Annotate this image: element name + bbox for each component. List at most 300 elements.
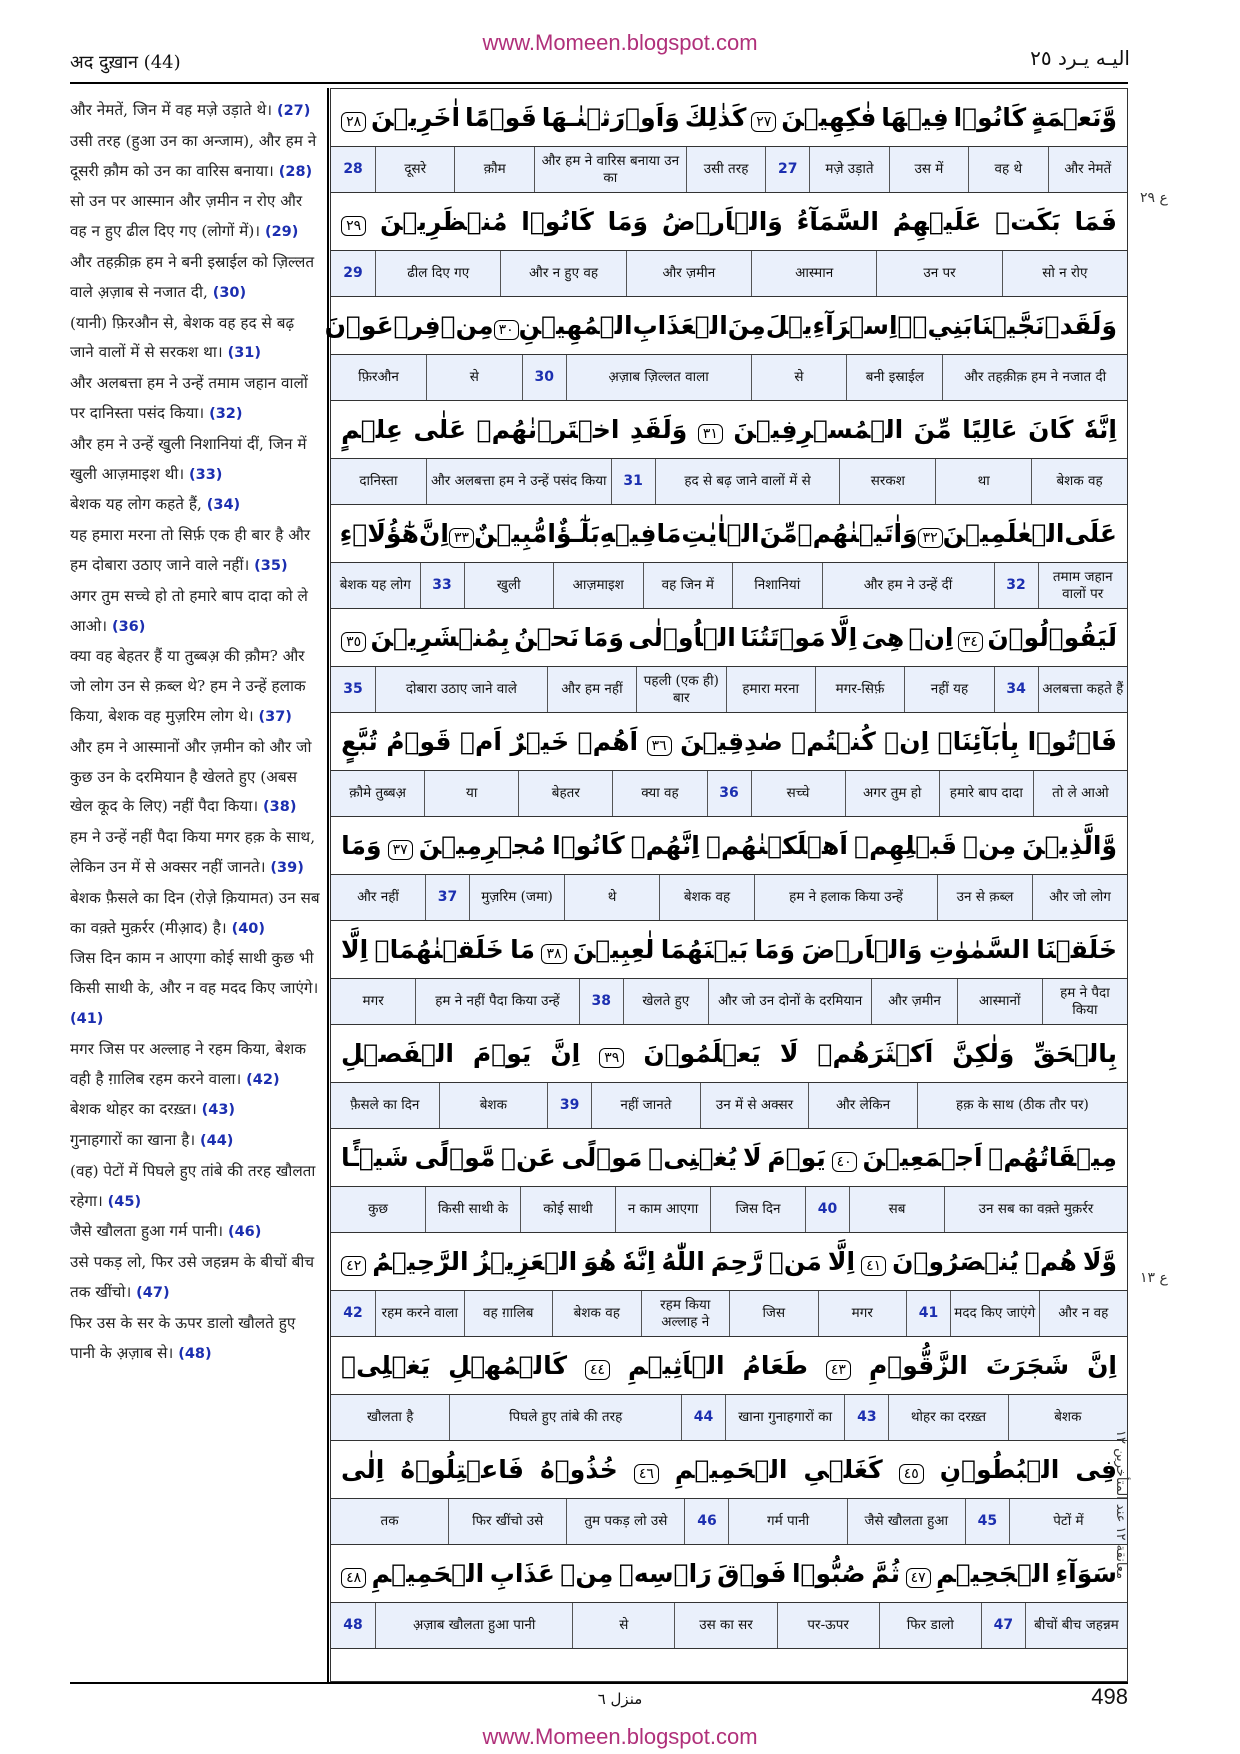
arabic-word: بِالۡحَقِّ bbox=[1033, 1039, 1117, 1068]
word-meaning-row bbox=[331, 1499, 1127, 1545]
arabic-word: عَلَيۡهِمُ bbox=[892, 207, 982, 236]
word-meaning-cell: और हम ने उन्हें दीं bbox=[822, 563, 994, 608]
word-meaning-cell: और लेकिन bbox=[808, 1083, 917, 1128]
verse-number: (44) bbox=[200, 1133, 234, 1150]
translation-verse bbox=[70, 642, 320, 732]
arabic-word: يَوۡمَ bbox=[472, 1039, 532, 1068]
ayah-marker bbox=[585, 1351, 610, 1380]
word-meaning-cell: उन में से अक्सर bbox=[700, 1083, 809, 1128]
arabic-word: اٰخَرِيۡنَ bbox=[371, 103, 461, 132]
translation-text: बेशक फ़ैसले का दिन (रोज़े क़ियामत) उन सब का वक़्ते मुक़र्रर (मीआ़द) है। bbox=[70, 888, 320, 937]
word-meaning-cell: और न हुए वह bbox=[500, 251, 625, 296]
word-meaning-cell: पर-ऊपर bbox=[777, 1603, 879, 1648]
verse-number-cell: 30 bbox=[522, 355, 566, 400]
arabic-word: مِنَ bbox=[727, 311, 766, 340]
word-meaning-cell: पिघले हुए तांबे की तरह bbox=[449, 1395, 681, 1440]
arabic-word: وَمَا bbox=[607, 207, 649, 236]
arabic-line bbox=[331, 1233, 1127, 1291]
verse-number-cell: 36 bbox=[707, 771, 751, 816]
ayah-marker bbox=[341, 623, 366, 652]
ayah-marker bbox=[634, 1455, 659, 1484]
ayah-marker bbox=[647, 727, 672, 756]
ayah-marker bbox=[341, 207, 366, 236]
word-meaning-cell: और हम ने वारिस बनाया उन का bbox=[534, 147, 686, 192]
ayah-marker bbox=[918, 519, 943, 548]
verse-number-cell: 39 bbox=[547, 1083, 591, 1128]
arabic-word: كَغَلۡىِ bbox=[803, 1455, 883, 1484]
arabic-word: عَنۡ bbox=[501, 1143, 556, 1172]
arabic-word: اِنَّهٗ bbox=[1083, 415, 1117, 444]
arabic-line bbox=[331, 1129, 1127, 1187]
arabic-word: بِاٰبَآئِنَاۤ bbox=[937, 727, 1020, 756]
word-meaning-cell: और हम नहीं bbox=[547, 667, 636, 712]
arabic-word: عَالِيًا bbox=[962, 415, 1018, 444]
word-meaning-row bbox=[331, 667, 1127, 713]
word-meaning-cell: और ज़मीन bbox=[626, 251, 751, 296]
arabic-line bbox=[331, 505, 1127, 563]
arabic-line bbox=[331, 713, 1127, 771]
translation-verse bbox=[70, 96, 320, 127]
word-meaning-cell: तुम पकड़ लो उसे bbox=[566, 1499, 684, 1544]
arabic-word: وَالۡاَرۡضَ bbox=[801, 935, 923, 964]
translation-verse bbox=[70, 127, 320, 188]
verse-number-cell: 33 bbox=[420, 563, 464, 608]
word-meaning-cell: सच्चे bbox=[751, 771, 845, 816]
word-meaning-cell: से bbox=[426, 355, 522, 400]
word-meaning-cell: कुछ bbox=[368, 1201, 388, 1217]
translation-text: गुनाहगारों का खाना है। bbox=[70, 1131, 196, 1150]
verse-number: (45) bbox=[107, 1193, 142, 1210]
translation-text: और हम ने उन्हें खुली निशानियां दीं, जिन में खुली आज़माइश थी। bbox=[70, 434, 307, 483]
ayah-number: ٤٦ bbox=[634, 1464, 659, 1484]
arabic-word: مِنۡ bbox=[560, 1559, 614, 1588]
word-meaning-cell: और ज़मीन bbox=[871, 979, 956, 1024]
arabic-word: اِنَّ bbox=[550, 1039, 581, 1068]
translation-text: और तहक़ीक़ हम ने बनी इस्राईल को ज़िल्लत वाले अ़ज़ाब से नजात दी, bbox=[70, 252, 315, 301]
arabic-word: كُنۡتُمۡ bbox=[791, 727, 876, 756]
arabic-word: مِنۡ bbox=[963, 831, 1017, 860]
word-meaning-cell: उस में bbox=[889, 147, 968, 192]
ayah-marker bbox=[494, 311, 519, 340]
arabic-word: وَّلَا bbox=[1082, 1247, 1117, 1276]
ayah-marker bbox=[341, 103, 366, 132]
arabic-word: يَغۡلِىۡ bbox=[341, 1351, 431, 1380]
word-meaning-cell: बनी इस्राईल bbox=[846, 355, 942, 400]
verse-number: (32) bbox=[209, 405, 243, 422]
arabic-word: مَوۡتَتُنَا bbox=[740, 623, 826, 652]
arabic-word: اِلٰى bbox=[341, 1455, 385, 1484]
word-meaning-cell: क़ौम bbox=[454, 147, 533, 192]
ayah-number: ٣١ bbox=[698, 424, 723, 444]
ayah-marker bbox=[751, 103, 776, 132]
arabic-word: اَجۡمَعِيۡنَ bbox=[862, 1143, 983, 1172]
arabic-line bbox=[331, 193, 1127, 251]
word-meaning-cell: बेशक bbox=[439, 1083, 548, 1128]
arabic-word: فِيۡهِ bbox=[599, 519, 657, 548]
translation-text: अगर तुम सच्चे हो तो हमारे बाप दादा को ले आओ। bbox=[70, 586, 308, 635]
verse-number: (30) bbox=[212, 284, 247, 301]
arabic-word: اخۡتَرۡنٰهُمۡ bbox=[476, 415, 620, 444]
arabic-word: وَمَا bbox=[583, 623, 624, 652]
verse-number-cell: 41 bbox=[906, 1291, 950, 1336]
arabic-word: الۡحَمِيۡمِ bbox=[371, 1559, 485, 1588]
site-url-bottom[interactable]: www.Momeen.blogspot.com bbox=[482, 1724, 758, 1749]
arabic-word: مَّوۡلًى bbox=[414, 1143, 496, 1172]
ruku-mark-1: ع ٢٩ bbox=[1140, 190, 1168, 206]
word-meaning-cell: बेशक वह bbox=[1031, 459, 1127, 504]
verse-number: (37) bbox=[258, 708, 292, 725]
arabic-word: فِيۡهَا bbox=[881, 103, 949, 132]
translation-text: जिस दिन काम न आएगा कोई साथी कुछ भी किसी साथी के, और न वह मदद किए जाएंगे। bbox=[70, 949, 319, 998]
arabic-word: نَحۡنُ bbox=[514, 623, 580, 652]
ayah-marker bbox=[861, 1247, 886, 1276]
verse-number-cell: 28 bbox=[343, 161, 363, 177]
arabic-word: شَجَرَتَ bbox=[985, 1351, 1070, 1380]
translation-verse bbox=[70, 1126, 320, 1157]
arabic-word: الۡعَذَابِ bbox=[632, 311, 728, 340]
word-meaning-row bbox=[331, 147, 1127, 193]
arabic-word: اِلَّا bbox=[341, 935, 369, 964]
arabic-word: مُّبِيۡنٌ bbox=[474, 519, 548, 548]
arabic-word: بَكَتۡ bbox=[995, 207, 1061, 236]
translation-verse bbox=[70, 944, 320, 1034]
word-meaning-cell: अगर तुम हो bbox=[845, 771, 939, 816]
word-meaning-cell: बेशक यह लोग bbox=[339, 577, 411, 593]
arabic-line bbox=[331, 1025, 1127, 1083]
word-meaning-cell: तमाम जहान वालों पर bbox=[1038, 563, 1128, 608]
arabic-word: فِرۡعَوۡنَ bbox=[324, 311, 441, 340]
arabic-word: نَجَّيۡنَا bbox=[972, 311, 1045, 340]
arabic-line bbox=[331, 609, 1127, 667]
translation-text: और अलबत्ता हम ने उन्हें तमाम जहान वालों पर दानिस्ता पसंद किया। bbox=[70, 374, 308, 422]
arabic-word: الۡجَحِيۡمِ bbox=[936, 1559, 1050, 1588]
verse-number: (46) bbox=[227, 1224, 262, 1241]
arabic-word: الۡعٰلَمِيۡنَ bbox=[942, 519, 1065, 548]
word-meaning-row bbox=[331, 251, 1127, 297]
ayah-number: ٤٥ bbox=[899, 1464, 924, 1484]
translation-column bbox=[70, 96, 320, 1369]
arabic-word: هِىَ bbox=[861, 623, 905, 652]
word-meaning-cell: गर्म पानी bbox=[728, 1499, 846, 1544]
arabic-word: اِنَّهٗ bbox=[622, 1247, 656, 1276]
arabic-word: الزَّقُّوۡمِ bbox=[868, 1351, 968, 1380]
arabic-word: مَا bbox=[510, 935, 536, 964]
word-meaning-cell: वह थे bbox=[968, 147, 1047, 192]
translation-text: सो उन पर आस्मान और ज़मीन न रोए और वह न हुए ढील दिए गए (लोगों में)। bbox=[70, 192, 303, 241]
translation-text: उसी तरह (हुआ उन का अन्जाम), और हम ने दूसरी क़ौम को उन का वारिस बनाया। bbox=[70, 131, 317, 180]
translation-verse bbox=[70, 1035, 320, 1096]
arabic-word: عِلۡمٍ bbox=[341, 415, 404, 444]
word-meaning-row bbox=[331, 1083, 1127, 1129]
arabic-word: الۡاٰيٰتِ bbox=[681, 519, 760, 548]
word-meaning-cell: और जो लोग bbox=[1032, 875, 1127, 920]
translation-text: बेशक यह लोग कहते हैं, bbox=[70, 495, 202, 514]
word-meaning-cell: थोहर का दरख़्त bbox=[888, 1395, 1007, 1440]
verse-number-cell: 47 bbox=[981, 1603, 1025, 1648]
arabic-word: شَيۡـًٔا bbox=[341, 1143, 409, 1172]
word-meaning-cell: बेशक bbox=[1008, 1395, 1127, 1440]
arabic-word: ثُمَّ bbox=[871, 1559, 901, 1588]
word-meaning-cell: वह ग़ालिब bbox=[464, 1291, 553, 1336]
word-meaning-cell: या bbox=[424, 771, 518, 816]
word-meaning-cell: मुज़रिम (जमा) bbox=[469, 875, 564, 920]
arabic-word: خُذُوۡهُ bbox=[540, 1455, 618, 1484]
verse-number-cell: 40 bbox=[805, 1187, 849, 1232]
word-meaning-cell: से bbox=[751, 355, 847, 400]
word-meaning-cell: थे bbox=[564, 875, 659, 920]
arabic-word: بَنِيۡۤ bbox=[897, 311, 973, 340]
translation-verse bbox=[70, 733, 320, 823]
translation-text: यह हमारा मरना तो सिर्फ़ एक ही बार है और हम दोबारा उठाए जाने वाले नहीं। bbox=[70, 526, 311, 574]
translation-verse bbox=[70, 582, 320, 643]
word-meaning-cell: आस्मानों bbox=[957, 979, 1042, 1024]
verse-number-cell: 38 bbox=[579, 979, 623, 1024]
translation-verse bbox=[70, 823, 320, 884]
word-meaning-cell: सरकश bbox=[839, 459, 935, 504]
translation-verse bbox=[70, 1248, 320, 1309]
translation-verse bbox=[70, 430, 320, 491]
arabic-word: مِّنَ bbox=[913, 415, 952, 444]
word-meaning-cell: और नहीं bbox=[357, 889, 399, 905]
ayah-number: ٣٨ bbox=[541, 944, 566, 964]
arabic-word: اَكۡثَرَهُمۡ bbox=[817, 1039, 934, 1068]
arabic-word: بَيۡنَهُمَا bbox=[660, 935, 749, 964]
arabic-word: هُمۡ bbox=[1024, 1247, 1077, 1276]
word-meaning-cell: पेटों में bbox=[1009, 1499, 1127, 1544]
arabic-word: وَالۡاَرۡضُ bbox=[661, 207, 783, 236]
arabic-word: مَا bbox=[656, 519, 682, 548]
arabic-word: يُنۡصَرُوۡنَ bbox=[892, 1247, 1019, 1276]
arabic-word: تُبَّعٍ bbox=[341, 727, 378, 756]
word-meaning-cell: हमारे बाप दादा bbox=[939, 771, 1033, 816]
verse-number: (40) bbox=[231, 920, 266, 937]
arabic-word: مَنۡ bbox=[768, 1247, 822, 1276]
ayah-number: ٣٠ bbox=[494, 320, 519, 340]
word-meaning-cell: उन सब का वक़्ते मुक़र्रर bbox=[944, 1187, 1127, 1232]
translation-verse bbox=[70, 1309, 320, 1370]
word-meaning-cell: खुली bbox=[464, 563, 554, 608]
word-meaning-cell: उन से क़ब्ल bbox=[937, 875, 1032, 920]
ruku-mark-2: ع ١٣ bbox=[1140, 1270, 1168, 1286]
ayah-number: ٤٤ bbox=[585, 1360, 610, 1380]
translation-verse bbox=[70, 490, 320, 521]
word-meaning-cell: से bbox=[572, 1603, 674, 1648]
ayah-marker bbox=[341, 1559, 366, 1588]
verse-number-cell: 42 bbox=[343, 1305, 363, 1321]
ayah-number: ٢٧ bbox=[751, 112, 776, 132]
arabic-word: يَعۡلَمُوۡنَ bbox=[643, 1039, 761, 1068]
word-meaning-cell: फिर डालो bbox=[879, 1603, 981, 1648]
arabic-word: كَانُوۡا bbox=[552, 831, 625, 860]
arabic-word: مُنۡظَرِيۡنَ bbox=[379, 207, 508, 236]
word-meaning-cell: अलबत्ता कहते हैं bbox=[1038, 667, 1127, 712]
word-meaning-cell: फ़िरऔन bbox=[358, 369, 399, 385]
translation-text: बेशक थोहर का दरख़्त। bbox=[70, 1100, 197, 1119]
ayah-number: ٤٨ bbox=[341, 1568, 366, 1588]
word-meaning-cell: हक़ के साथ (ठीक तौर पर) bbox=[917, 1083, 1127, 1128]
arabic-word: اللّٰهُ bbox=[661, 1247, 705, 1276]
ayah-number: ٣٣ bbox=[449, 528, 474, 548]
translation-verse bbox=[70, 884, 320, 945]
arabic-line bbox=[331, 89, 1127, 147]
ayah-number: ٣٥ bbox=[341, 632, 366, 652]
arabic-word: صٰدِقِيۡنَ bbox=[680, 727, 783, 756]
word-meaning-cell: निशानियां bbox=[732, 563, 822, 608]
arabic-word: فَوۡقَ bbox=[717, 1559, 787, 1588]
ayah-number: ٤٧ bbox=[906, 1568, 931, 1588]
word-meaning-cell: मगर bbox=[362, 993, 384, 1009]
arabic-word: اِلَّا bbox=[829, 623, 858, 652]
ayah-marker bbox=[541, 935, 566, 964]
arabic-word: فٰكِهِيۡنَ bbox=[781, 103, 877, 132]
arabic-word: فِى bbox=[1075, 1455, 1117, 1484]
arabic-word: الۡمُهِيۡنِ bbox=[518, 311, 633, 340]
arabic-word: اِنَّ bbox=[1087, 1351, 1117, 1380]
arabic-word: وَلَقَدِ bbox=[629, 415, 688, 444]
arabic-word: مِنۡ bbox=[440, 311, 494, 340]
word-by-word-table bbox=[324, 88, 1128, 1682]
ayah-number: ٤١ bbox=[861, 1256, 886, 1276]
arabic-word: الۡاُوۡلٰى bbox=[628, 623, 736, 652]
ayah-number: ٣٢ bbox=[918, 528, 943, 548]
verse-number-cell: 48 bbox=[343, 1617, 363, 1633]
ayah-marker bbox=[958, 623, 983, 652]
arabic-line bbox=[331, 1337, 1127, 1395]
ayah-number: ٤٣ bbox=[826, 1360, 851, 1380]
arabic-word: يَوۡمَ bbox=[767, 1143, 826, 1172]
arabic-word: كَانُوۡا bbox=[521, 207, 594, 236]
word-meaning-cell: सब bbox=[849, 1187, 944, 1232]
word-meaning-cell: उसी तरह bbox=[686, 147, 765, 192]
arabic-word: هٰٓؤُلَاۤءِ bbox=[339, 519, 420, 548]
arabic-word: كَالۡمُهۡلِ bbox=[448, 1351, 567, 1380]
surah-title: अद दुख़ान (44) bbox=[70, 52, 181, 73]
word-meaning-cell: किसी साथी के bbox=[425, 1187, 520, 1232]
verse-number: (28) bbox=[278, 163, 313, 180]
verse-number-cell: 31 bbox=[611, 459, 655, 504]
word-meaning-cell: रहम करने वाला bbox=[375, 1291, 464, 1336]
word-meaning-cell: और न वह bbox=[1039, 1291, 1128, 1336]
arabic-word: صُبُّوۡا bbox=[791, 1559, 866, 1588]
word-meaning-cell: मदद किए जाएंगे bbox=[950, 1291, 1039, 1336]
word-meaning-cell: हद से बढ़ जाने वालों में से bbox=[655, 459, 840, 504]
arabic-word: الرَّحِيۡمُ bbox=[372, 1247, 469, 1276]
word-meaning-row bbox=[331, 459, 1127, 505]
word-meaning-cell: मज़े उड़ाते bbox=[809, 147, 888, 192]
arabic-word: لٰعِبِيۡنَ bbox=[572, 935, 655, 964]
muanaqa-note: معانقة ١٢ عند المتأخرين ١٢ bbox=[1113, 1430, 1128, 1580]
word-meaning-row bbox=[331, 1603, 1127, 1649]
verse-number: (39) bbox=[270, 859, 304, 876]
arabic-word: اِسۡرَآءِيۡلَ bbox=[765, 311, 898, 340]
word-meaning-cell: और जो उन दोनों के दरमियान bbox=[708, 979, 871, 1024]
translation-text: मगर जिस पर अल्लाह ने रहम किया, बेशक वही है ग़ालिब रहम करने वाला। bbox=[70, 1039, 307, 1088]
word-meaning-cell: और तहक़ीक़ हम ने नजात दी bbox=[942, 355, 1127, 400]
word-meaning-cell: खाना गुनाहगारों का bbox=[725, 1395, 844, 1440]
word-meaning-row bbox=[331, 771, 1127, 817]
word-meaning-cell: अ़ज़ाब खौलता हुआ पानी bbox=[375, 1603, 572, 1648]
arabic-word: اِنَّهُمۡ bbox=[630, 831, 700, 860]
ayah-marker bbox=[388, 831, 413, 860]
verse-number: (41) bbox=[70, 1010, 104, 1027]
translation-verse bbox=[70, 187, 320, 248]
arabic-word: وَلٰكِنَّ bbox=[952, 1039, 1015, 1068]
verse-number: (42) bbox=[246, 1071, 280, 1088]
arabic-word: اِلَّا bbox=[827, 1247, 856, 1276]
ayah-marker bbox=[832, 1143, 857, 1172]
verse-number: (34) bbox=[206, 497, 241, 514]
arabic-word: كَذٰلِكَ bbox=[684, 103, 747, 132]
ayah-number: ٣٩ bbox=[599, 1048, 624, 1068]
word-meaning-cell: पहली (एक ही) बार bbox=[636, 667, 725, 712]
arabic-line bbox=[324, 297, 1127, 355]
word-meaning-cell: आस्मान bbox=[751, 251, 876, 296]
arabic-word: فَاعۡتِلُوۡهُ bbox=[400, 1455, 524, 1484]
verse-number-cell: 37 bbox=[425, 875, 469, 920]
header-rule bbox=[70, 82, 1128, 84]
footer-rule bbox=[70, 1682, 1128, 1684]
ayah-marker bbox=[449, 519, 474, 548]
arabic-word: مِيۡقَاتُهُمۡ bbox=[988, 1143, 1117, 1172]
translation-text: (यानी) फ़िरऔन से, बेशक वह हद से बढ़ जाने वालों में से सरकश था। bbox=[70, 313, 295, 362]
translation-verse bbox=[70, 369, 320, 430]
word-meaning-cell: क्या वह bbox=[612, 771, 706, 816]
arabic-line bbox=[331, 921, 1127, 979]
translation-verse bbox=[70, 1217, 320, 1248]
word-meaning-cell: दानिस्ता bbox=[359, 473, 398, 489]
word-meaning-row bbox=[331, 1187, 1127, 1233]
translation-verse bbox=[70, 521, 320, 582]
arabic-word: قَبۡلِهِمۡ bbox=[854, 831, 957, 860]
verse-number-cell: 34 bbox=[994, 667, 1038, 712]
word-meaning-cell: दूसरे bbox=[375, 147, 454, 192]
arabic-word: وَاٰتَيۡنٰهُمۡ bbox=[797, 519, 918, 548]
para-title: اليـه يـرد ٢٥ bbox=[1030, 46, 1130, 70]
verse-number-cell: 43 bbox=[844, 1395, 888, 1440]
word-meaning-row bbox=[331, 1291, 1127, 1337]
arabic-word: مُجۡرِمِيۡنَ bbox=[418, 831, 547, 860]
arabic-word: يُغۡنِىۡ bbox=[648, 1143, 738, 1172]
word-meaning-cell: तो ले आओ bbox=[1033, 771, 1127, 816]
word-meaning-cell: खौलता है bbox=[367, 1409, 414, 1425]
arabic-word: الۡعَزِيۡزُ bbox=[474, 1247, 578, 1276]
arabic-word: خَلَقۡنَا bbox=[1036, 935, 1117, 964]
word-meaning-row bbox=[331, 1395, 1127, 1441]
arabic-word: السَّمَآءُ bbox=[796, 207, 879, 236]
ayah-marker bbox=[899, 1455, 924, 1484]
word-meaning-cell: वह जिन में bbox=[643, 563, 733, 608]
arabic-word: الۡاَثِيۡمِ bbox=[628, 1351, 725, 1380]
word-meaning-cell: हमारा मरना bbox=[726, 667, 815, 712]
word-meaning-cell: मगर-सिर्फ़ bbox=[815, 667, 904, 712]
verse-number-cell: 46 bbox=[684, 1499, 728, 1544]
word-meaning-cell: क़ौमे तुब्बअ़ bbox=[349, 785, 406, 801]
word-meaning-cell: फ़ैसले का दिन bbox=[350, 1097, 420, 1113]
site-url-top[interactable]: www.Momeen.blogspot.com bbox=[482, 30, 758, 55]
arabic-word: اَمۡ bbox=[460, 727, 502, 756]
translation-text: क्या वह बेहतर हैं या तुब्बअ़ की क़ौम? और जो लोग उन से क़ब्ल थे? हम ने उन्हें हलाक किया, बेशक वह मुज़रिम लोग थे। bbox=[70, 647, 306, 725]
verse-number: (43) bbox=[201, 1102, 236, 1119]
word-meaning-cell: ढील दिए गए bbox=[375, 251, 500, 296]
translation-text: और नेमतें, जिन में वह मज़े उड़ाते थे। bbox=[70, 101, 273, 119]
verse-number: (36) bbox=[111, 618, 146, 635]
word-meaning-row bbox=[331, 563, 1127, 609]
ayah-marker bbox=[906, 1559, 931, 1588]
word-meaning-cell: जिस दिन bbox=[710, 1187, 805, 1232]
word-meaning-cell: बेशक वह bbox=[552, 1291, 641, 1336]
arabic-word: اَهۡلَكۡنٰهُمۡ bbox=[705, 831, 848, 860]
translation-text: और हम ने आस्मानों और ज़मीन को और जो कुछ उन के दरमियान है खेलते हुए (अबस खेल कूद के लिए) नहीं पैदा किया। bbox=[70, 737, 312, 816]
